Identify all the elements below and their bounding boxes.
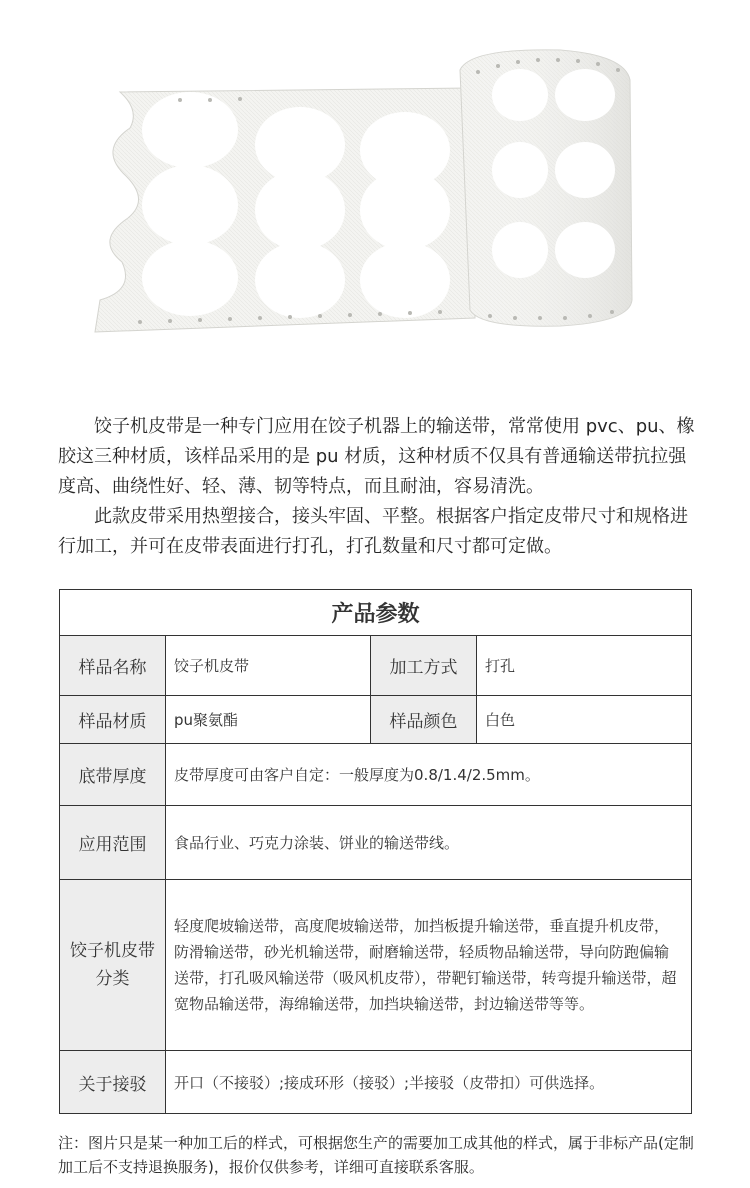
product-spec-table (59, 589, 692, 1114)
table-row (60, 636, 692, 696)
splicing-label: 关于接驳 (60, 1051, 166, 1114)
classification-label: 饺子机皮带分类 (60, 880, 166, 1051)
intro-text (58, 412, 698, 562)
processing-value: 打孔 (477, 636, 692, 696)
thickness-value: 皮带厚度可由客户自定：一般厚度为0.8/1.4/2.5mm。 (166, 744, 692, 806)
thickness-label: 底带厚度 (60, 744, 166, 806)
application-value: 食品行业、巧克力涂装、饼业的输送带线。 (166, 806, 692, 880)
table-title: 产品参数 (60, 590, 692, 636)
classification-value: 轻度爬坡输送带，高度爬坡输送带，加挡板提升输送带，垂直提升机皮带，防滑输送带，砂光机输送带，耐磨输送带，轻质物品输送带，导向防跑偏输送带，打孔吸风输送带（吸风机皮带），带靶钉输送带，转弯提升输送带，超宽物品输送带，海绵输送带，加挡块输送带，封边输送带等等。 (166, 880, 692, 1051)
table-title-row (60, 590, 692, 636)
disclaimer-note: 注：图片只是某一种加工后的样式，可根据您生产的需要加工成其他的样式，属于非标产品(定制加工后不支持退换服务)，报价仅供参考，详细可直接联系客服。 (58, 1134, 694, 1176)
material-value: pu聚氨酯 (166, 696, 371, 744)
table-row (60, 806, 692, 880)
table-row (60, 744, 692, 806)
application-label: 应用范围 (60, 806, 166, 880)
color-value: 白色 (477, 696, 692, 744)
product-photo (0, 0, 750, 390)
processing-label: 加工方式 (371, 636, 477, 696)
intro-paragraph-2: 此款皮带采用热塑接合，接头牢固、平整。根据客户指定皮带尺寸和规格进行加工，并可在皮带表面进行打孔，打孔数量和尺寸都可定做。 (58, 506, 688, 557)
color-label: 样品颜色 (371, 696, 477, 744)
table-row (60, 1051, 692, 1114)
table-row (60, 696, 692, 744)
intro-paragraph-1: 饺子机皮带是一种专门应用在饺子机器上的输送带，常常使用 pvc、pu、橡胶这三种材质，该样品采用的是 pu 材质，这种材质不仅具有普通输送带抗拉强度高、曲绕性好、轻、薄、韧等特点，而且耐油，容易清洗。 (58, 416, 695, 497)
splicing-value: 开口（不接驳）;接成环形（接驳）;半接驳（皮带扣）可供选择。 (166, 1051, 692, 1114)
sample-name-value: 饺子机皮带 (166, 636, 371, 696)
sample-name-label: 样品名称 (60, 636, 166, 696)
table-row (60, 880, 692, 1051)
perforated-belt-image (0, 0, 750, 390)
material-label: 样品材质 (60, 696, 166, 744)
